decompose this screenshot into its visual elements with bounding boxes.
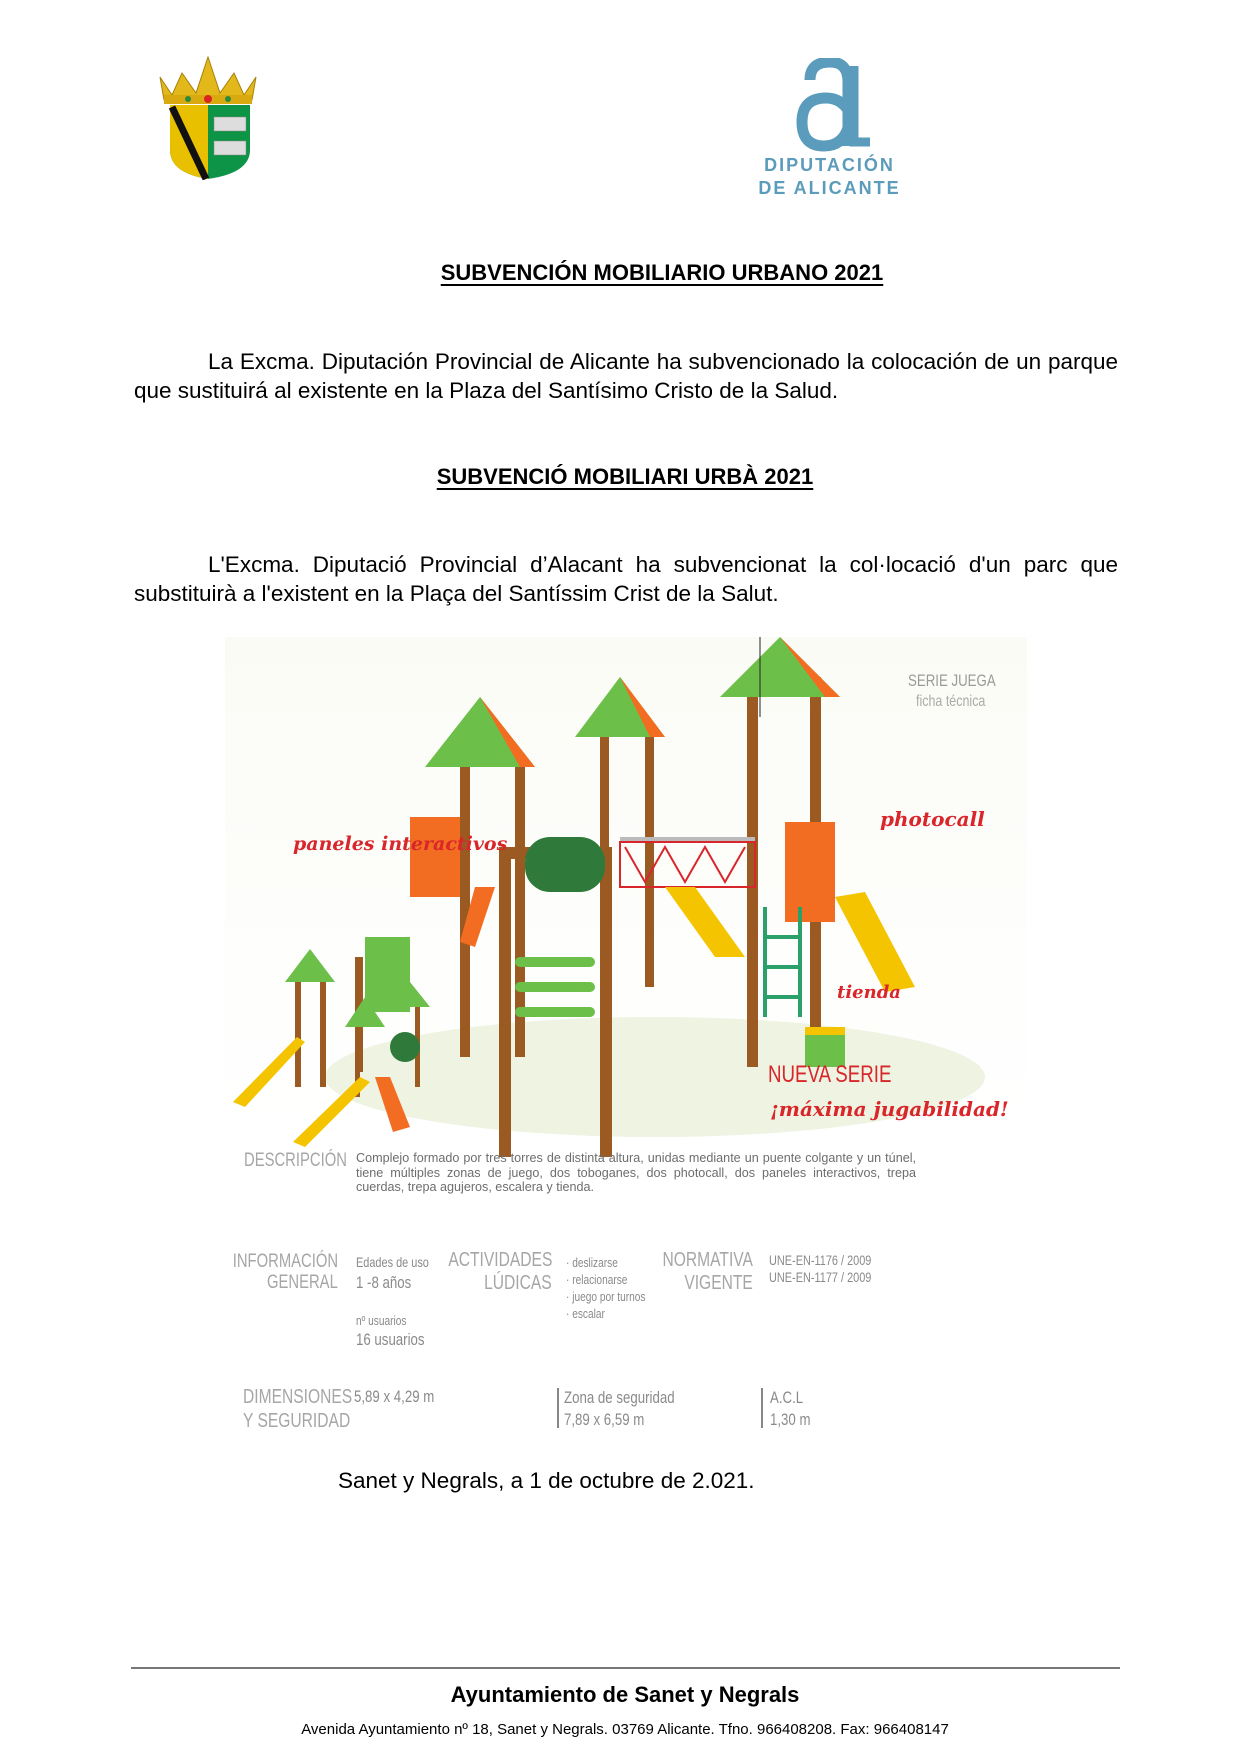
paragraph-spanish: La Excma. Diputación Provincial de Alicante ha subvencionado la colocación de un parque que sustituirá al existente en la Plaza del Santísimo Cristo de la Salud. xyxy=(134,349,1118,403)
callout-shop: tienda xyxy=(837,982,901,1003)
dimensions-label: DIMENSIONES Y SEGURIDAD xyxy=(243,1386,353,1432)
new-series-label: NUEVA SERIE xyxy=(768,1061,892,1088)
slogan: ¡máxima jugabilidad! xyxy=(770,1097,1009,1121)
activities-list: · deslizarse · relacionarse · juego por turnos · escalar xyxy=(566,1255,646,1321)
general-info-label: INFORMACIÓN GENERAL xyxy=(232,1251,338,1293)
series-subtitle: ficha técnica xyxy=(916,693,986,710)
acl: A.C.L 1,30 m xyxy=(770,1388,811,1429)
title-valencian: SUBVENCIÓ MOBILIARI URBÀ 2021 xyxy=(436,464,814,489)
diputacion-alicante-logo xyxy=(752,58,907,203)
divider xyxy=(557,1388,559,1428)
logo-line2: DE ALICANTE xyxy=(758,178,901,198)
footer-organization: Ayuntamiento de Sanet y Negrals xyxy=(450,1682,800,1707)
playground-product-sheet xyxy=(225,637,1027,1453)
series-name: SERIE JUEGA xyxy=(908,671,996,690)
coat-of-arms-logo xyxy=(152,55,264,180)
safety-zone: Zona de seguridad 7,89 x 6,59 m xyxy=(564,1388,675,1429)
footer-divider xyxy=(131,1667,1120,1669)
activities-label: ACTIVIDADES LÚDICAS xyxy=(447,1249,552,1294)
standards-list: UNE-EN-1176 / 2009 UNE-EN-1177 / 2009 xyxy=(769,1252,872,1285)
logo-line1: DIPUTACIÓN xyxy=(764,155,895,175)
description-text: Complejo formado por tres torres de distinta altura, unidas mediante un puente colgante y un túnel, tiene múltiples zonas de juego, dos toboganes, dos photocall, dos paneles interactivos, trepa cuerdas, trepa agujeros, escalera y tienda. xyxy=(356,1151,916,1195)
title-spanish: SUBVENCIÓN MOBILIARIO URBANO 2021 xyxy=(440,260,884,285)
users-value: 16 usuarios xyxy=(356,1330,425,1349)
footer-address: Avenida Ayuntamiento nº 18, Sanet y Negrals. 03769 Alicante. Tfno. 966408208. Fax: 966408147 xyxy=(301,1721,949,1738)
standards-label: NORMATIVA VIGENTE xyxy=(662,1249,753,1294)
users-label: nº usuarios xyxy=(356,1313,407,1328)
date-line: Sanet y Negrals, a 1 de octubre de 2.021. xyxy=(338,1468,755,1493)
ages-value: 1 -8 años xyxy=(356,1273,412,1292)
description-label: DESCRIPCIÓN xyxy=(244,1150,347,1171)
callout-interactive-panels: paneles interactivos xyxy=(293,833,508,855)
divider xyxy=(761,1388,763,1428)
paragraph-valencian: L'Excma. Diputació Provincial d’Alacant ha subvencionat la col·locació d'un parc que substituirà a l'existent en la Plaça del Santíssim Crist de la Salut. xyxy=(134,552,1118,606)
callout-photocall: photocall xyxy=(880,807,985,831)
ages-label: Edades de uso xyxy=(356,1254,429,1270)
dimensions-size: 5,89 x 4,29 m xyxy=(354,1387,435,1406)
